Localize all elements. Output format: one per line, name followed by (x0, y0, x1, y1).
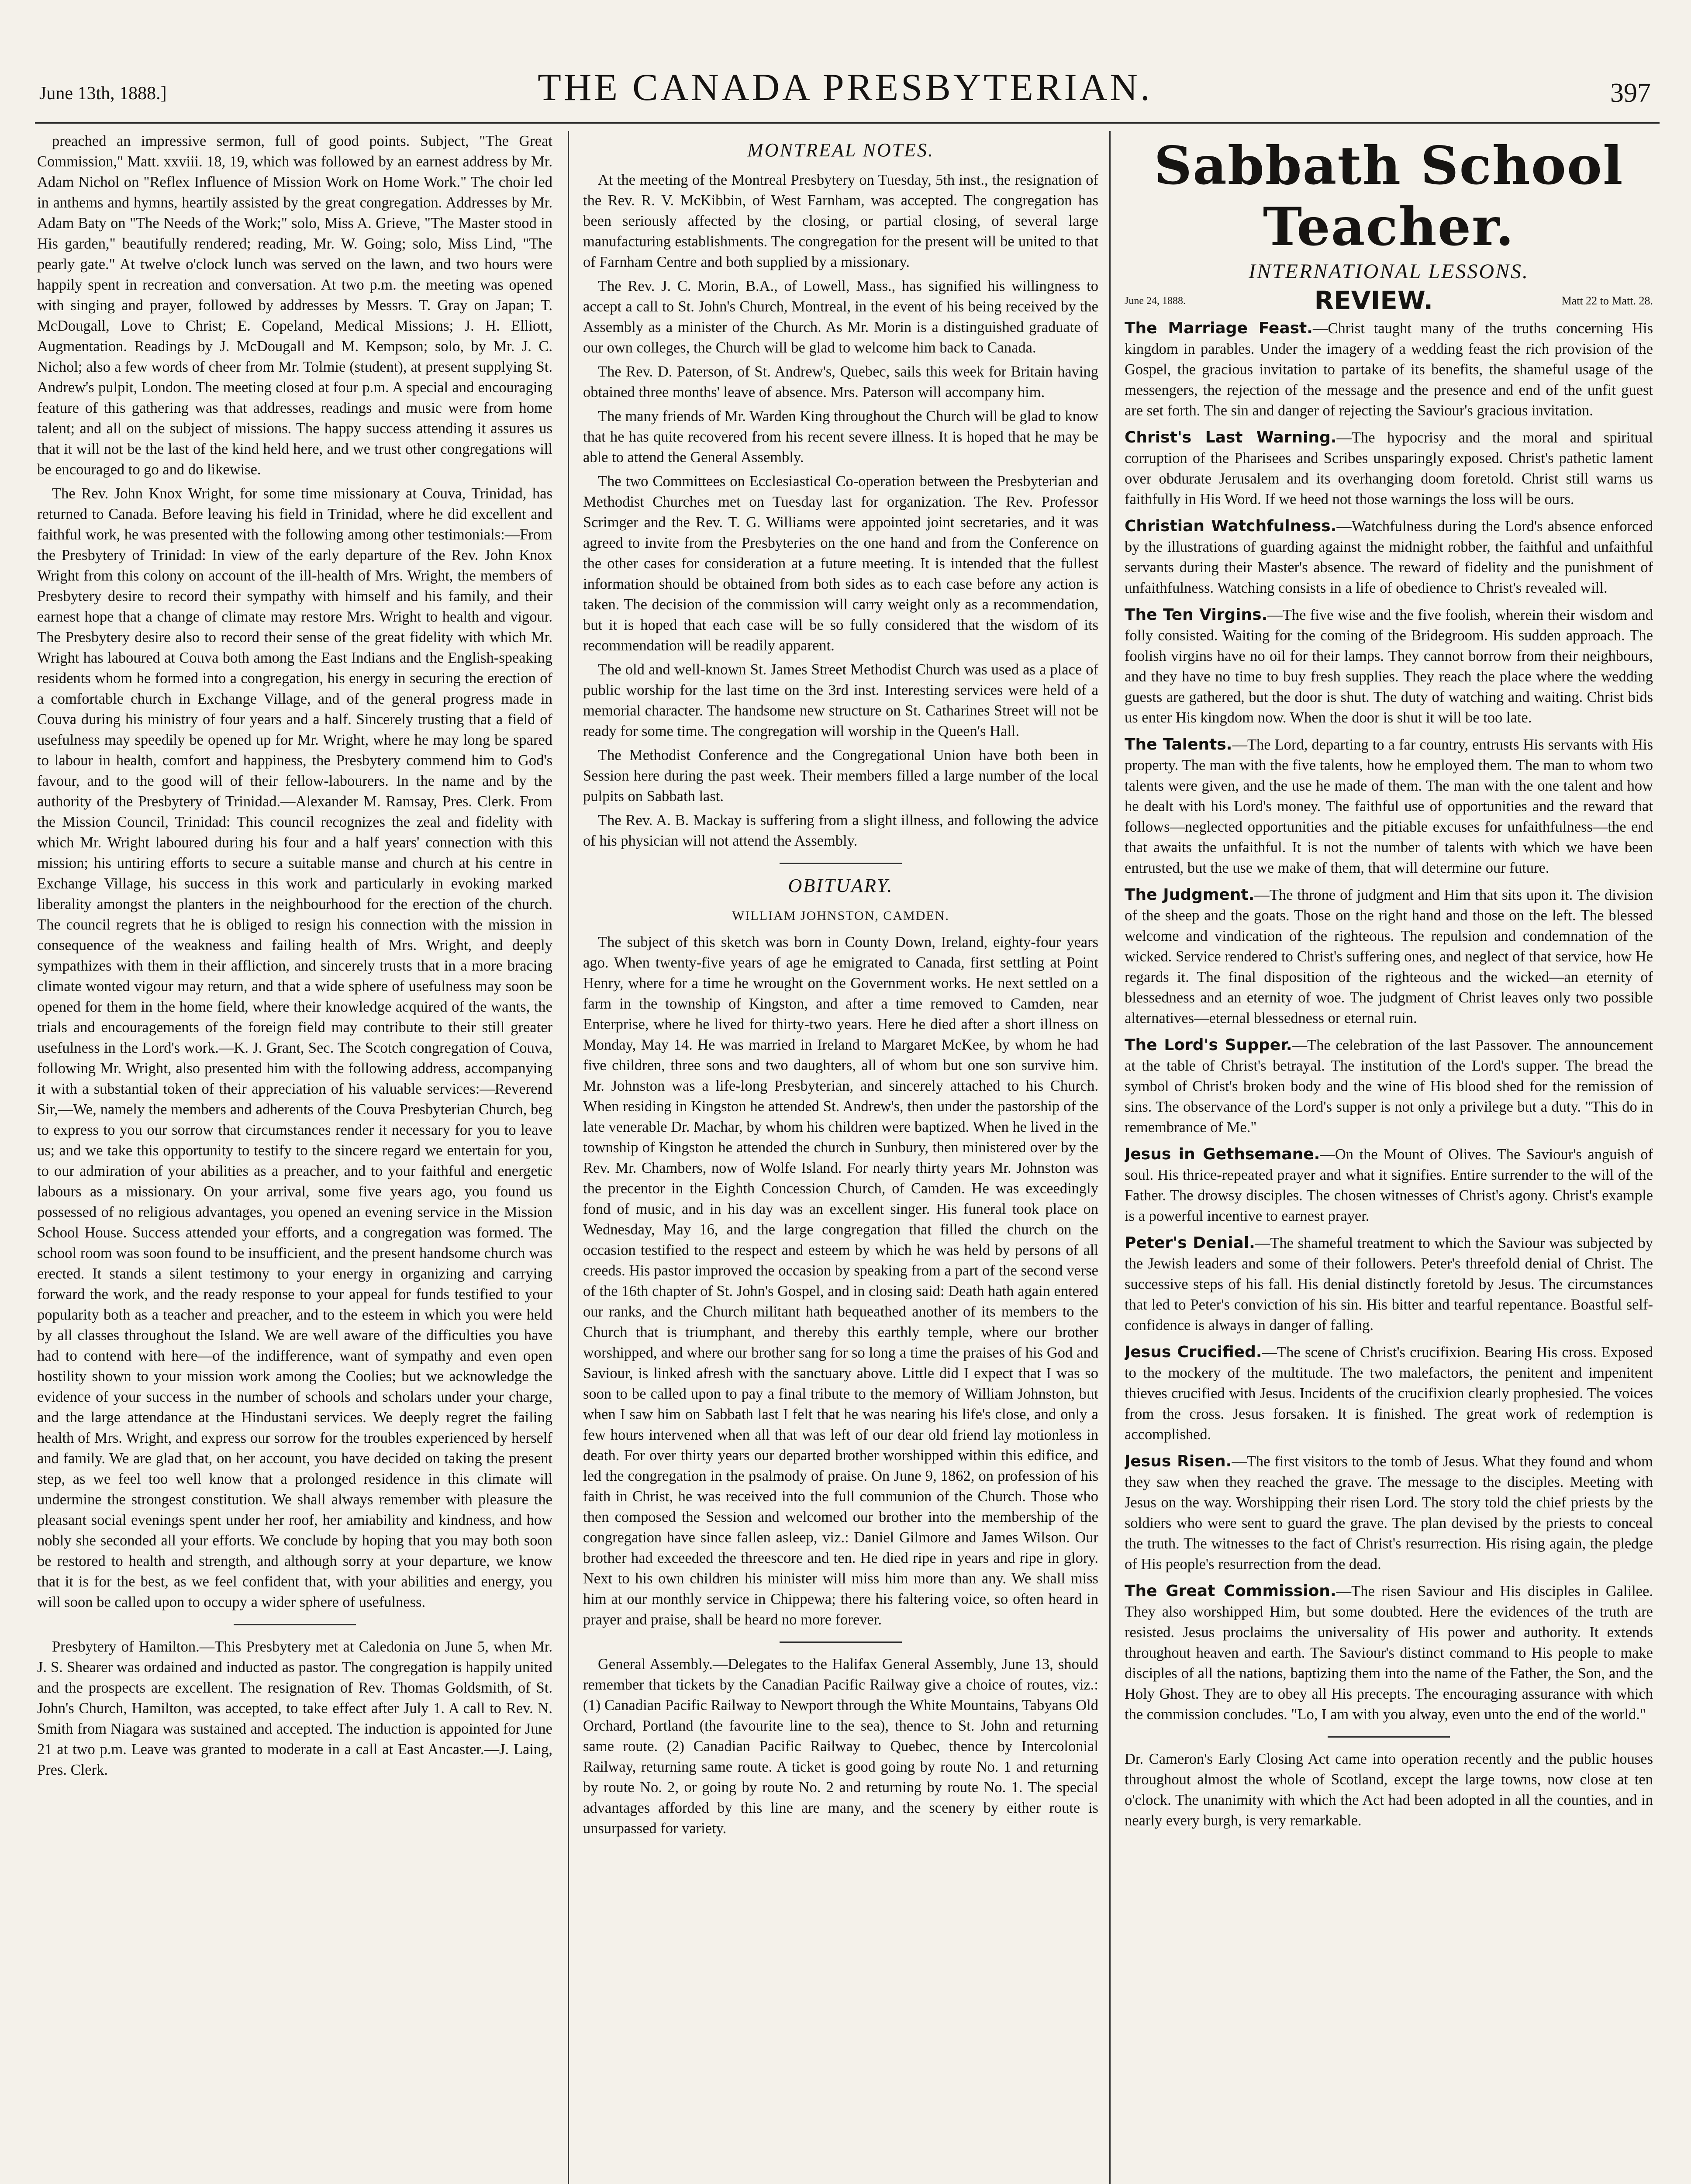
lesson-text: —Watchfulness during the Lord's absence enforced by the illustrations of guarding against the midnight robber, the faithful and unfaithful servants during their Master's absence. The reward of fidelity and the punishment of unfaithfulness. Watching consists in a life of obedience to Christ's revealed will. (1125, 518, 1653, 596)
lesson-text: —The scene of Christ's crucifixion. Bearing His cross. Exposed to the mockery of the multitude. The two malefactors, the penitent and impenitent thieves crucified with Jesus. Incidents of the crucifixion clearly prophesied. The voices from the cross. Jesus forsaken. It is finished. The great work of redemption is accomplished. (1125, 1344, 1653, 1443)
lesson-list (1125, 318, 1653, 1725)
article-paragraph: preached an impressive sermon, full of good points. Subject, "The Great Commission," Matt. xxviii. 18, 19, which was followed by an earnest address by Mr. Adam Nichol on "Reflex Influence of Mission Work on Home Work." The choir led in anthems and hymns, heartily assisted by the great congregation. Addresses by Mr. Adam Baty on "The Needs of the Work;" solo, Miss A. Grieve, "The Master stood in His garden," beautifully rendered; reading, Mr. W. Going; solo, Miss Lind, "The pearly gate." At twelve o'clock lunch was served on the lawn, and two hours were happily spent in recreation and conversation. At two p.m. the meeting was opened with singing and prayer, followed by addresses by Messrs. T. Gray on Japan; T. McDougall, Love to Christ; E. Copeland, Medical Missions; J. H. Elliott, Augmentation. Readings by J. McDougall and M. Kempson; solo, by Mr. J. C. Nichol; also a few words of cheer from Mr. Tolmie (student), at present supplying St. Andrew's pulpit, London. The meeting closed at four p.m. A special and encouraging feature of this gathering was that addresses, readings and music were from home talent; and all on the subject of missions. The happy success attending it assures us that it will not be the last of the kind held here, and we trust other congregations will be encouraged to go and do likewise. (37, 133, 552, 478)
lesson-item (1125, 1144, 1653, 1227)
lesson-item (1125, 734, 1653, 878)
article-paragraph: At the meeting of the Montreal Presbytery on Tuesday, 5th inst., the resignation of the Rev. R. V. McKibbin, of West Farnham, was accepted. The congregation has been seriously affected by the closing, or partial closing, of several large manufacturing establishments. The congregation for the present will be united to that of Farnham Centre and both supplied by a missionary. (583, 172, 1098, 270)
article-paragraph: The Rev. D. Paterson, of St. Andrew's, Quebec, sails this week for Britain having obtained three months' leave of absence. Mrs. Paterson will accompany him. (583, 363, 1098, 401)
lesson-heading: Christian Watchfulness. (1125, 517, 1337, 535)
lesson-heading: Jesus in Gethsemane. (1125, 1145, 1320, 1163)
section-title-obituary: OBITUARY. (788, 875, 894, 896)
column-middle (583, 131, 1098, 2184)
article-paragraph: The Rev. John Knox Wright, for some time missionary at Couva, Trinidad, has returned to Canada. Before leaving his field in Trinidad, where he did excellent and faithful work, he was presented with the following among other testimonials:—From the Presbytery of Trinidad: In view of the early departure of the Rev. John Knox Wright from this colony on account of the ill-health of Mrs. Wright, the members of Presbytery desire to record their sympathy with himself and his family, and their earnest hope that a change of climate may restore Mrs. Wright to health and vigour. The Presbytery desire also to record their sense of the great fidelity with which Mr. Wright has laboured at Couva both among the East Indians and the English-speaking residents whom he formed into a congregation, his energy in securing the erection of a comfortable church in Exchange Village, and of the general progress made in Couva during his ministry of four years and a half. Sincerely trusting that a field of usefulness may speedily be opened up for Mr. Wright, where he may long be spared to labour in health, comfort and happiness, the Presbytery commend him to God's favour, and to the good will of their fellow-labourers. In the name and by the authority of the Presbytery of Trinidad.—Alexander M. Ramsay, Pres. Clerk. From the Mission Council, Trinidad: This council recognizes the zeal and fidelity with which Mr. Wright laboured during his four and a half years' connection with this mission; his untiring efforts to secure a suitable manse and church at his centre in Exchange Village, his success in this work and particularly in evoking marked liberality amongst the planters in the neighbourhood for the erection of the church. The council regrets that he is obliged to resign his connection with the mission in consequence of the weakness and failing health of Mrs. Wright, and deeply sympathizes with them in their affliction, and sincerely trusts that in a more bracing climate wonted vigour may return, and that a wide sphere of usefulness may soon be opened for them in the home field, where their knowledge acquired of the wants, the trials and encouragements of the foreign field may contribute to their still greater usefulness in the Lord's work.—K. J. Grant, Sec. The Scotch congregation of Couva, following Mr. Wright, also presented him with the following address, accompanying it with a substantial token of their appreciation of his valuable services:—Reverend Sir,—We, namely the members and adherents of the Couva Presbyterian Church, beg to express to you our sorrow that circumstances render it necessary for you to leave us; and we take this opportunity to testify to the sincere regard we entertain for you, to our admiration of your abilities as a preacher, and to your faithful and energetic labours as a missionary. On your arrival, some five years ago, you found us possessed of no religious advantages, you opened an evening service in the Mission School House. Success attended your efforts, and a congregation was formed. The school room was soon found to be insufficient, and the present handsome church was erected. It stands a silent testimony to your energy in organizing and carrying forward the work, and the ready response to your appeal for funds testified to your popularity both as a teacher and preacher, and to the esteem in which you were held by all classes throughout the Island. We are well aware of the difficulties you have had to contend with here—of the indifference, want of sympathy and even open hostility shown to your mission work among the Coolies; but we acknowledge the evidence of your success in the number of schools and scholars under your charge, and the large attendance at the Hindustani services. We deeply regret the failing health of Mrs. Wright, and express our sorrow for the troubles experienced by herself and family. We are glad that, on her account, you have decided on taking the present step, as we feel too well know that a prolonged residence in this climate will undermine the strongest constitution. We shall always remember with pleasure the pleasant social evenings spent under her roof, her amiability and kindness, and how nobly she seconded all your efforts. We conclude by hoping that you may both soon be restored to health and strength, and although sorry at your departure, we know that it is for the best, as we feel confident that, with your abilities and energy, you will soon be called upon to occupy a wider sphere of usefulness. (37, 485, 552, 1610)
lesson-heading: The Ten Virgins. (1125, 606, 1268, 624)
lesson-item (1125, 605, 1653, 728)
page-number: 397 (1610, 78, 1651, 108)
lesson-item (1125, 1451, 1653, 1575)
column-left (37, 131, 552, 2184)
obituary-subtitle: WILLIAM JOHNSTON, CAMDEN. (732, 909, 949, 923)
article-paragraph: The Rev. A. B. Mackay is suffering from a slight illness, and following the advice of his physician will not attend the Assembly. (583, 812, 1098, 849)
column-divider (1109, 131, 1111, 2184)
lesson-date: June 24, 1888. (1125, 295, 1186, 307)
article-paragraph: The old and well-known St. James Street Methodist Church was used as a place of public worship for the last time on the 3rd inst. Interesting services were held of a memorial character. The handsome new structure on St. Catharines Street will not be ready for some time. The congregation will worship in the Queen's Hall. (583, 661, 1098, 740)
section-divider (234, 1624, 356, 1625)
lesson-reference: Matt 22 to Matt. 28. (1561, 294, 1653, 307)
lesson-item (1125, 1342, 1653, 1445)
section-title-montreal: MONTREAL NOTES. (747, 139, 935, 161)
lesson-item (1125, 516, 1653, 598)
lesson-text: —The celebration of the last Passover. The announcement at the table of Christ's betrayal. The institution of the Lord's supper. The bread the symbol of Christ's broken body and the wine of His blood shed for the remission of sins. The observance of the Lord's supper is not only a privilege but a duty. "This do in remembrance of Me." (1125, 1037, 1653, 1136)
lesson-heading: Peter's Denial. (1125, 1234, 1255, 1252)
section-divider (780, 1641, 902, 1643)
lesson-text: —Christ taught many of the truths concerning His kingdom in parables. Under the imagery of a wedding feast the rich provision of the Gospel, the gracious invitation to partake of its benefits, the shameful usage of the messengers, the rejection of the message and the presence and end of the unfit guest are set forth. The sin and danger of rejecting the Saviour's gracious invitation. (1125, 320, 1653, 419)
article-paragraph: Dr. Cameron's Early Closing Act came into operation recently and the public houses throughout almost the whole of Scotland, except the large towns, now close at ten o'clock. The unanimity with which the Act had been adopted in all the counties, and in nearly every burgh, is very remarkable. (1125, 1751, 1653, 1829)
lesson-item (1125, 318, 1653, 421)
lesson-heading: The Great Commission. (1125, 1582, 1336, 1600)
lesson-text: —The throne of judgment and Him that sits upon it. The division of the sheep and the goats. Those on the right hand and those on the left. The blessed welcome and vindication of the righteous. The repulsion and condemnation of the wicked. Service rendered to Christ's suffering ones, and neglect of that service, how He regards it. The final disposition of the righteous and the wicked—an eternity of blessedness and an eternity of woe. The judgment of Christ leaves only two possible alternatives—eternal blessedness or eternal ruin. (1125, 887, 1653, 1026)
lesson-heading: Jesus Crucified. (1125, 1343, 1262, 1361)
article-paragraph: The two Committees on Ecclesiastical Co-operation between the Presbyterian and Methodist Churches met on Tuesday last for organization. The Rev. Professor Scrimger and the Rev. T. G. Williams were appointed joint secretaries, and it was agreed to invite from the Presbyteries on the one hand and from the Conference on the other cases for consideration at a future meeting. It is intended that the fullest information should be obtained from both sides as to each case before any action is taken. The decision of the commission will carry weight only as a recommendation, but it is hoped that each case will be so fully considered that the wisdom of its recommendation will be readily apparent. (583, 473, 1098, 654)
lesson-heading: The Lord's Supper. (1125, 1036, 1292, 1054)
lesson-text: —The shameful treatment to which the Saviour was subjected by the Jewish leaders and some of their followers. Peter's threefold denial of Christ. The successive steps of his fall. His denial distinctly foretold by Jesus. The circumstances that led to Peter's conviction of his sin. His bitter and tearful repentance. Boastful self-confidence is always in danger of falling. (1125, 1235, 1653, 1334)
lesson-text: —The Lord, departing to a far country, entrusts His servants with His property. The man with the five talents, how he employed them. The man to whom two talents were given, and the use he made of them. The man with the one talent and how he dealt with his Lord's money. The faithful use of opportunities and the reward that follows—neglected opportunities and the pitiable excuses for unfaithfulness—the end that awaits the unfaithful. It is not the number of talents with which we have been entrusted, but the use we make of them, that will determine our future. (1125, 736, 1653, 876)
lesson-heading: The Judgment. (1125, 886, 1255, 904)
lesson-item (1125, 885, 1653, 1029)
lesson-item (1125, 1233, 1653, 1336)
page-header (39, 66, 1651, 118)
lesson-heading: The Marriage Feast. (1125, 319, 1313, 337)
lesson-title: REVIEW. (1314, 286, 1433, 315)
header-rule (35, 122, 1660, 124)
lesson-header (1125, 286, 1653, 315)
newspaper-title: THE CANADA PRESBYTERIAN. (538, 66, 1153, 109)
international-lessons-title: INTERNATIONAL LESSONS. (1248, 260, 1529, 283)
lesson-text: —The hypocrisy and the moral and spiritual corruption of the Pharisees and Scribes unsparingly exposed. Christ's pathetic lament over obdurate Jerusalem and its overhanging doom foretold. Christ still warns us faithfully in His Word. If we heed not those warnings the loss will be ours. (1125, 429, 1653, 508)
article-paragraph: The subject of this sketch was born in County Down, Ireland, eighty-four years ago. When twenty-five years of age he emigrated to Canada, first settling at Point Henry, where for a time he wrought on the Government works. He next settled on a farm in the township of Kingston, and after a time removed to Camden, near Enterprise, where he lived for thirty-two years. Here he died after a short illness on Monday, May 14. He was married in Ireland to Margaret McKee, by whom he had five children, three sons and two daughters, all of whom but one son survive him. Mr. Johnston was a life-long Presbyterian, and sincerely attached to his Church. When residing in Kingston he attended St. Andrew's, then under the pastorship of the late venerable Dr. Machar, by whom his children were baptized. When he lived in the township of Kingston he attended the church in Sunbury, then ministered over by the Rev. Mr. Chambers, now of Wolfe Island. For nearly thirty years Mr. Johnston was the precentor in the Eighth Concession Church, of Camden. He was exceedingly fond of music, and in his day was an excellent singer. His funeral took place on Wednesday, May 16, and the large congregation that filled the church on the occasion testified to the respect and esteem by which he was held by persons of all creeds. His pastor improved the occasion by speaking from a part of the second verse of the 16th chapter of St. John's Gospel, and in closing said: Death hath again entered our ranks, and the Church militant hath bequeathed another of its members to the Church that is triumphant, and thereby this earthly temple, where our brother worshipped, and where our brother sang for so long a time the praises of his God and Saviour, is linked afresh with the sanctuary above. Little did I expect that I was so soon to be called upon to pay a final tribute to the memory of William Johnston, but when I saw him on Sabbath last I felt that he was nearing his life's close, and only a few hours intervened when all that was left of our dear old friend lay motionless in death. For over thirty years our departed brother worshipped within this edifice, and led the congregation in the psalmody of praise. On June 9, 1862, on profession of his faith in Christ, he was received into the full communion of the Church. Those who then composed the Session and welcomed our brother into the membership of the congregation have since fallen asleep, viz.: Daniel Gilmore and James Wilson. Our brother had exceeded the threescore and ten. He died ripe in years and ripe in glory. Next to his own children his minister will miss him more than any. We shall miss him at our monthly service in Chippewa; there his faltering voice, so often heard in prayer and praise, shall be heard no more forever. (583, 934, 1098, 1628)
lesson-item (1125, 427, 1653, 510)
article-paragraph: The Rev. J. C. Morin, B.A., of Lowell, Mass., has signified his willingness to accept a call to St. John's Church, Montreal, in the event of his being received by the Assembly as a minister of the Church. As Mr. Morin is a distinguished graduate of our own colleges, the Church will be glad to welcome him back to Canada. (583, 278, 1098, 356)
column-divider (568, 131, 569, 2184)
lesson-heading: The Talents. (1125, 736, 1232, 753)
lesson-heading: Christ's Last Warning. (1125, 429, 1337, 446)
article-paragraph: The Methodist Conference and the Congregational Union have both been in Session here during the past week. Their members filled a large number of the local pulpits on Sabbath last. (583, 747, 1098, 805)
lesson-text: —The five wise and the five foolish, wherein their wisdom and folly consisted. Waiting for the coming of the Bridegroom. His sudden approach. The foolish virgins have no oil for their lamps. They cannot borrow from their neighbours, and they have no time to buy fresh supplies. They reach the place where the wedding guests are gathered, but the door is shut. The duty of watching and waiting. Christ bids us enter His kingdom now. When the door is shut it will be too late. (1125, 607, 1653, 726)
section-divider (780, 863, 902, 864)
lesson-text: —On the Mount of Olives. The Saviour's anguish of soul. His thrice-repeated prayer and what it signifies. Entire surrender to the will of the Father. The drowsy disciples. The chosen witnesses of Christ's agony. Christ's example is a powerful incentive to earnest prayer. (1125, 1146, 1653, 1224)
lesson-item (1125, 1035, 1653, 1138)
lesson-heading: Jesus Risen. (1125, 1452, 1232, 1470)
lesson-item (1125, 1581, 1653, 1725)
lesson-text: —The first visitors to the tomb of Jesus. What they found and whom they saw when they reached the grave. The message to the disciples. Meeting with Jesus on the way. Worshipping their risen Lord. The story told the chief priests by the soldiers who were sent to guard the grave. The plan devised by the priests to conceal the truth. The witnesses to the fact of Christ's resurrection. His rising again, the pledge of His people's resurrection from the dead. (1125, 1453, 1653, 1572)
lesson-text: —The risen Saviour and His disciples in Galilee. They also worshipped Him, but some doubted. Here the evidences of the truth are resisted. Jesus proclaims the universality of His power and authority. It extends throughout heaven and earth. The Saviour's distinct command to His people to make disciples of all the nations, baptizing them into the name of the Father, the Son, and the Holy Ghost. They are to obey all His precepts. The encouraging assurance with which the commission concludes. "Lo, I am with you alway, even unto the end of the world." (1125, 1583, 1653, 1723)
sabbath-school-masthead: Sabbath School Teacher. (1154, 135, 1624, 258)
article-paragraph: The many friends of Mr. Warden King throughout the Church will be glad to know that he has quite recovered from his recent severe illness. It is hoped that he may be able to attend the General Assembly. (583, 408, 1098, 466)
column-right (1125, 131, 1653, 2184)
article-paragraph: Presbytery of Hamilton.—This Presbytery met at Caledonia on June 5, when Mr. J. S. Shearer was ordained and inducted as pastor. The congregation is happily united and the prospects are excellent. The resignation of Rev. Thomas Goldsmith, of St. John's Church, Hamilton, was accepted, to take effect after July 1. A call to Rev. N. Smith from Niagara was sustained and accepted. The induction is appointed for June 21 at two p.m. Leave was granted to moderate in a call at East Ancaster.—J. Laing, Pres. Clerk. (37, 1638, 552, 1778)
issue-date: June 13th, 1888.] (39, 83, 167, 104)
section-divider (1328, 1736, 1450, 1738)
article-paragraph: General Assembly.—Delegates to the Halifax General Assembly, June 13, should remember that tickets by the Canadian Pacific Railway give a choice of routes, viz.: (1) Canadian Pacific Railway to Newport through the White Mountains, Tabyans Old Orchard, Portland (the favourite line to the sea), thence to St. John and returning same route. (2) Canadian Pacific Railway to Quebec, thence by Intercolonial Railway, returning same route. A ticket is good going by route No. 1 and returning by route No. 2, or going by route No. 2 and returning by route No. 1. The special advantages afforded by this line are many, and the scenery by either route is unsurpassed for variety. (583, 1656, 1098, 1837)
